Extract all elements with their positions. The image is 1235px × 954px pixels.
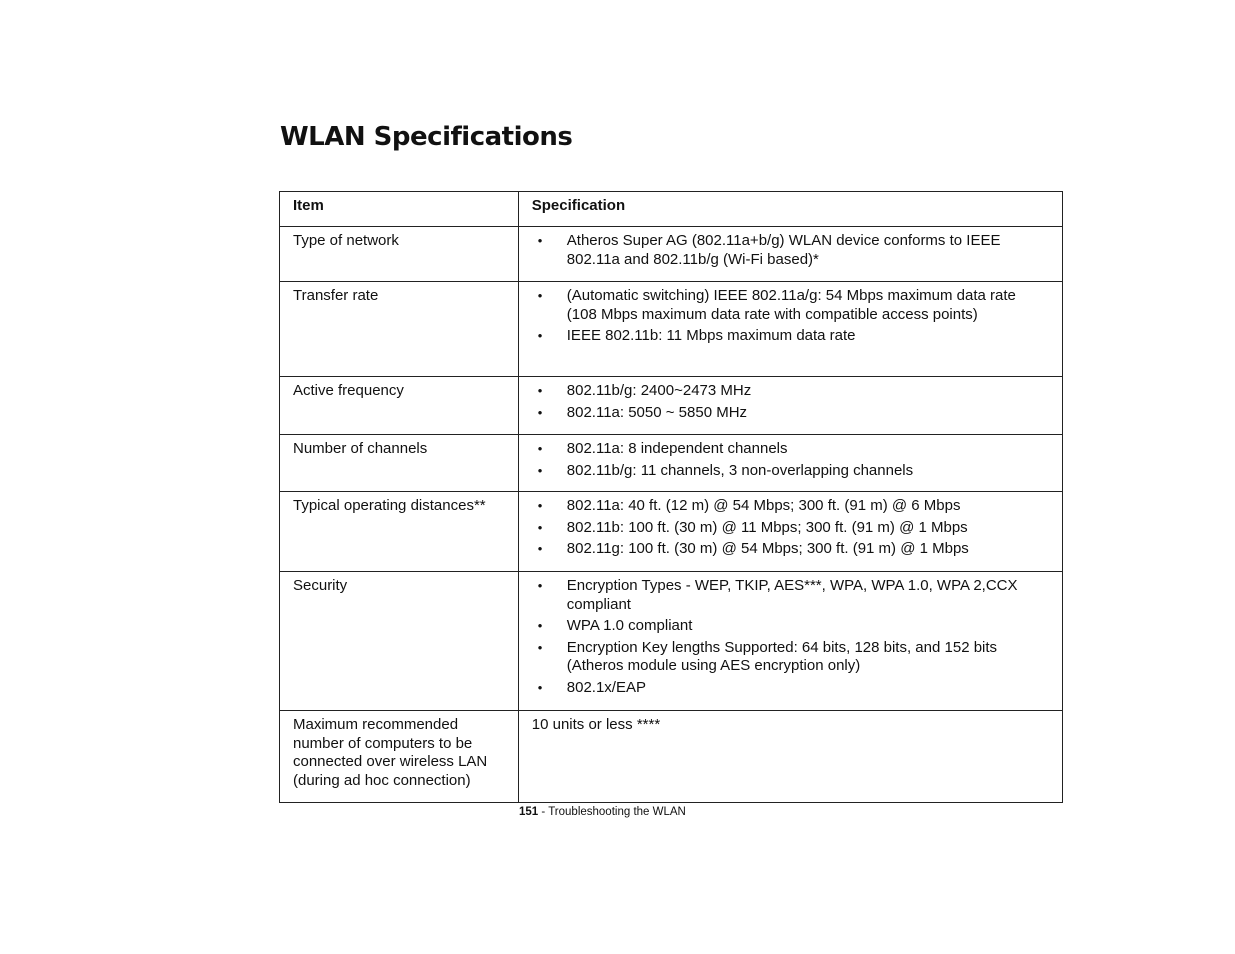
list-item — [532, 232, 1050, 269]
specification-cell — [518, 572, 1062, 711]
specification-text: 802.1x/EAP — [566, 678, 646, 696]
bullet-icon: • — [537, 328, 543, 343]
list-item — [532, 519, 1050, 538]
specification-text: WPA 1.0 compliant — [566, 617, 693, 634]
item-label: Number of channels — [293, 440, 428, 457]
bullet-icon: • — [537, 618, 543, 633]
item-label: Active frequency — [293, 382, 404, 399]
list-item — [532, 327, 1050, 346]
item-label: Security — [293, 577, 348, 594]
item-cell — [280, 572, 519, 711]
specification-text: 802.11g: 100 ft. (30 m) @ 54 Mbps; 300 ft. (91 m) @ 1 Mbps — [566, 540, 969, 557]
list-item — [532, 287, 1050, 324]
bullet-icon: • — [537, 639, 543, 655]
table-row — [280, 572, 1063, 711]
table-body — [280, 227, 1063, 803]
column-header-specification-label: Specification — [531, 197, 626, 214]
bullet-icon: • — [537, 679, 543, 695]
list-item — [532, 540, 1050, 559]
bullet-icon: • — [537, 288, 543, 303]
page-footer — [519, 806, 686, 818]
specification-cell — [518, 435, 1062, 492]
specification-cell — [518, 711, 1062, 803]
specification-cell — [518, 227, 1062, 282]
table-row — [280, 711, 1063, 803]
item-label: Typical operating distances** — [293, 497, 486, 514]
specification-text: 802.11b/g: 2400~2473 MHz — [566, 382, 752, 399]
specification-cell — [518, 492, 1062, 572]
specification-text: 802.11a: 5050 ~ 5850 MHz — [566, 403, 748, 421]
page-title: WLAN Specifications — [280, 122, 573, 152]
specification-text: 802.11a: 40 ft. (12 m) @ 54 Mbps; 300 ft. (91 m) @ 6 Mbps — [566, 497, 961, 514]
page-number: 151 — [519, 806, 539, 818]
bullet-icon: • — [537, 441, 543, 456]
bullet-icon: • — [537, 519, 543, 535]
bullet-icon: • — [537, 233, 543, 248]
list-item — [532, 404, 1050, 423]
list-item — [532, 617, 1050, 636]
bullet-icon: • — [537, 404, 543, 420]
specification-list — [532, 287, 1050, 346]
list-item — [532, 679, 1050, 698]
item-cell — [280, 377, 519, 435]
list-item — [532, 639, 1050, 676]
specification-list — [532, 497, 1050, 559]
item-label: Type of network — [293, 232, 399, 249]
specification-text: IEEE 802.11b: 11 Mbps maximum data rate — [566, 327, 856, 344]
table-row — [280, 435, 1063, 492]
list-item — [532, 382, 1050, 401]
column-header-item — [280, 192, 519, 227]
column-header-specification — [518, 192, 1062, 227]
specification-text: 802.11a: 8 independent channels — [566, 440, 788, 457]
table-row — [280, 377, 1063, 435]
list-item — [532, 577, 1050, 614]
item-label: Maximum recommended number of computers to be connected over wireless LAN (during ad hoc connection) — [293, 716, 488, 789]
list-item — [532, 462, 1050, 481]
bullet-icon: • — [537, 462, 543, 478]
item-label: Transfer rate — [293, 287, 379, 304]
item-cell — [280, 492, 519, 572]
item-cell — [280, 227, 519, 282]
bullet-icon: • — [537, 578, 543, 593]
bullet-icon: • — [537, 383, 543, 398]
table-row — [280, 227, 1063, 282]
list-item — [532, 497, 1050, 516]
column-header-item-label: Item — [293, 197, 324, 214]
specification-text: 802.11b: 100 ft. (30 m) @ 11 Mbps; 300 ft. (91 m) @ 1 Mbps — [566, 518, 968, 536]
table-row — [280, 492, 1063, 572]
list-item — [532, 440, 1050, 459]
specification-text: (Automatic switching) IEEE 802.11a/g: 54 Mbps maximum data rate (108 Mbps maximum data rate with compatible access points) — [566, 287, 1016, 323]
footer-separator: - — [538, 806, 549, 818]
specification-text: Encryption Types - WEP, TKIP, AES***, WPA, WPA 1.0, WPA 2,CCX compliant — [566, 577, 1018, 613]
item-cell — [280, 435, 519, 492]
specification-text: Encryption Key lengths Supported: 64 bits, 128 bits, and 152 bits (Atheros module using AES encryption only) — [566, 638, 998, 674]
specification-list — [532, 440, 1050, 480]
specifications-table — [279, 191, 1063, 803]
specification-text: 802.11b/g: 11 channels, 3 non-overlapping channels — [566, 461, 914, 479]
specification-list — [532, 577, 1050, 697]
footer-section-title: Troubleshooting the WLAN — [548, 806, 686, 818]
specification-cell — [518, 282, 1062, 377]
item-cell — [280, 282, 519, 377]
specification-list — [532, 382, 1050, 422]
specification-text: 10 units or less **** — [531, 716, 661, 733]
bullet-icon: • — [537, 498, 543, 513]
specification-cell — [518, 377, 1062, 435]
item-cell — [280, 711, 519, 803]
specification-list — [532, 232, 1050, 269]
bullet-icon: • — [537, 541, 543, 556]
specification-text: Atheros Super AG (802.11a+b/g) WLAN device conforms to IEEE 802.11a and 802.11b/g (Wi-Fi based)* — [566, 232, 1001, 268]
table-header-row — [280, 192, 1063, 227]
table-row — [280, 282, 1063, 377]
